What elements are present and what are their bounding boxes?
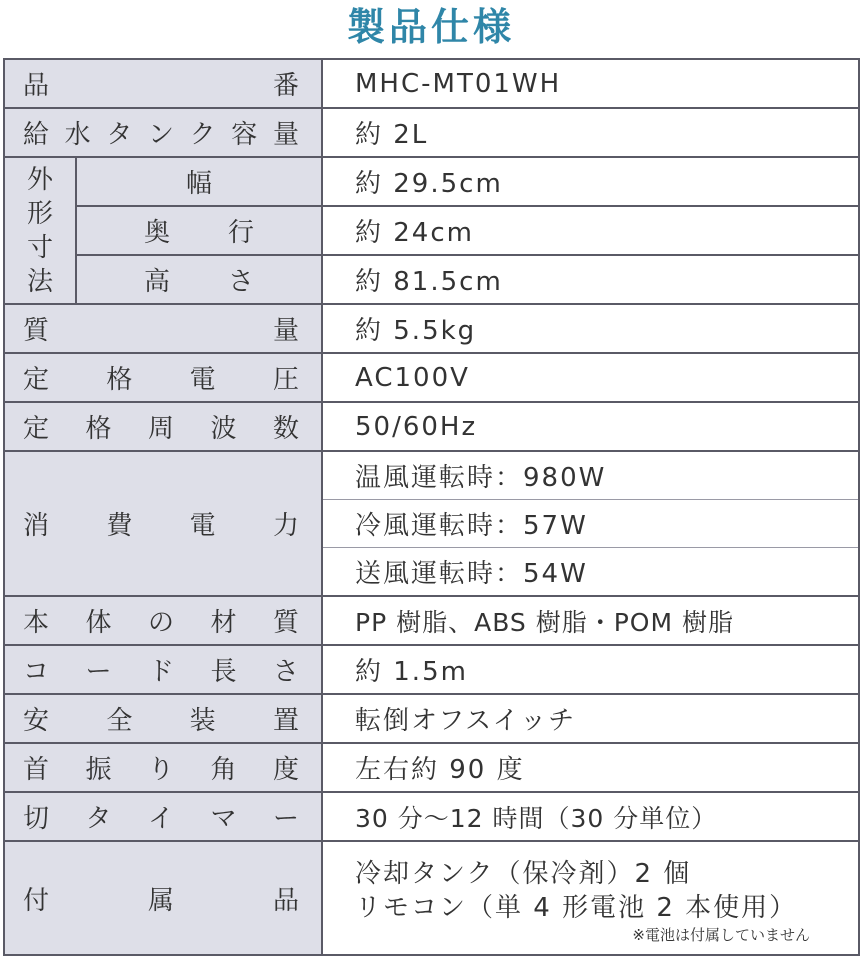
label-char: 度 [272,755,299,785]
label-char: 番 [272,71,299,101]
label-char: タ [85,804,112,834]
value-voltage: AC100V [322,353,859,402]
value-mass: 約 5.5kg [322,304,859,353]
label-char: 行 [228,218,255,248]
label-char: 費 [106,511,133,541]
label-char: 波 [210,414,237,444]
accessory-line-2: リモコン（単 4 形電池 2 本使用） [355,893,798,923]
value-tank: 約 2L [322,108,859,157]
label-char: 角 [210,755,237,785]
label-char: 品 [272,885,299,916]
label-char: さ [272,657,299,687]
row-cord [4,645,859,694]
label-char: 奥 [143,218,170,248]
label-voltage [4,353,322,402]
label-char: 寸 [26,232,53,263]
label-char: 定 [23,365,50,395]
row-model [4,59,859,108]
label-char: 安 [23,706,50,736]
value-model: MHC-MT01WH [322,59,859,108]
label-char: 外 [26,164,53,195]
row-size-height [4,255,859,304]
label-power [4,451,322,596]
label-char: イ [147,804,174,834]
label-char: 給 [23,120,50,150]
label-char: 全 [106,706,133,736]
label-char: 付 [23,885,50,916]
label-char: 幅 [185,169,212,199]
row-material [4,596,859,645]
label-char: 材 [210,608,237,638]
label-char: 装 [189,706,216,736]
label-char: ン [147,120,174,150]
value-depth: 約 24cm [322,206,859,255]
label-depth [76,206,322,255]
value-material: PP 樹脂、ABS 樹脂・POM 樹脂 [322,596,859,645]
label-char: タ [106,120,133,150]
label-char: 体 [85,608,112,638]
label-char: ー [272,804,299,834]
row-tank [4,108,859,157]
value-timer: 30 分〜12 時間（30 分単位） [322,792,859,841]
label-char: 本 [23,608,50,638]
label-char: コ [23,657,50,687]
row-size-width [4,157,859,206]
label-char: り [147,755,174,785]
accessory-note: ※電池は付属していません [632,926,810,944]
label-tank [4,108,322,157]
label-char: 首 [23,755,50,785]
value-accessories [322,841,859,955]
label-char: 格 [106,365,133,395]
label-char: 切 [23,804,50,834]
value-swing: 左右約 90 度 [322,743,859,792]
label-char: 法 [26,266,53,297]
label-char: 振 [85,755,112,785]
label-material [4,596,322,645]
value-power-cool: 冷風運転時：57W [322,500,859,548]
label-char: 置 [272,706,299,736]
label-width [76,157,322,206]
row-power-1 [4,451,859,500]
label-accessories [4,841,322,955]
label-char: ド [147,657,174,687]
label-char: マ [210,804,237,834]
row-accessories [4,841,859,955]
label-char: 水 [64,120,91,150]
label-height [76,255,322,304]
label-timer [4,792,322,841]
page-title: 製品仕様 [346,5,515,49]
label-char: ク [189,120,216,150]
row-safety [4,694,859,743]
label-char: 容 [231,120,258,150]
label-cord [4,645,322,694]
row-mass [4,304,859,353]
row-size-depth [4,206,859,255]
label-char: 力 [272,511,299,541]
label-model [4,59,322,108]
label-char: さ [228,267,255,297]
label-char: 量 [272,120,299,150]
label-size-group [4,157,76,304]
label-char: の [147,608,174,638]
accessory-line-1: 冷却タンク（保冷剤）2 個 [355,859,692,889]
label-char: 周 [147,414,174,444]
label-char: 圧 [272,365,299,395]
label-char: 電 [189,511,216,541]
value-power-fan: 送風運転時：54W [322,548,859,597]
label-char: 量 [272,316,299,346]
row-swing [4,743,859,792]
label-char: 属 [147,885,174,916]
label-safety [4,694,322,743]
label-char: 定 [23,414,50,444]
label-char: 質 [23,316,50,346]
label-char: ー [85,657,112,687]
value-safety: 転倒オフスイッチ [322,694,859,743]
value-power-heat: 温風運転時：980W [322,451,859,500]
value-width: 約 29.5cm [322,157,859,206]
label-frequency [4,402,322,451]
value-cord: 約 1.5m [322,645,859,694]
value-frequency: 50/60Hz [322,402,859,451]
label-char: 数 [272,414,299,444]
label-char: 消 [23,511,50,541]
label-swing [4,743,322,792]
row-timer [4,792,859,841]
label-char: 長 [210,657,237,687]
label-char: 形 [26,198,53,229]
label-char: 高 [143,267,170,297]
label-char: 電 [189,365,216,395]
label-mass [4,304,322,353]
spec-table [3,58,860,956]
label-char: 品 [23,71,50,101]
row-voltage [4,353,859,402]
label-char: 質 [272,608,299,638]
label-char: 格 [85,414,112,444]
value-height: 約 81.5cm [322,255,859,304]
row-frequency [4,402,859,451]
